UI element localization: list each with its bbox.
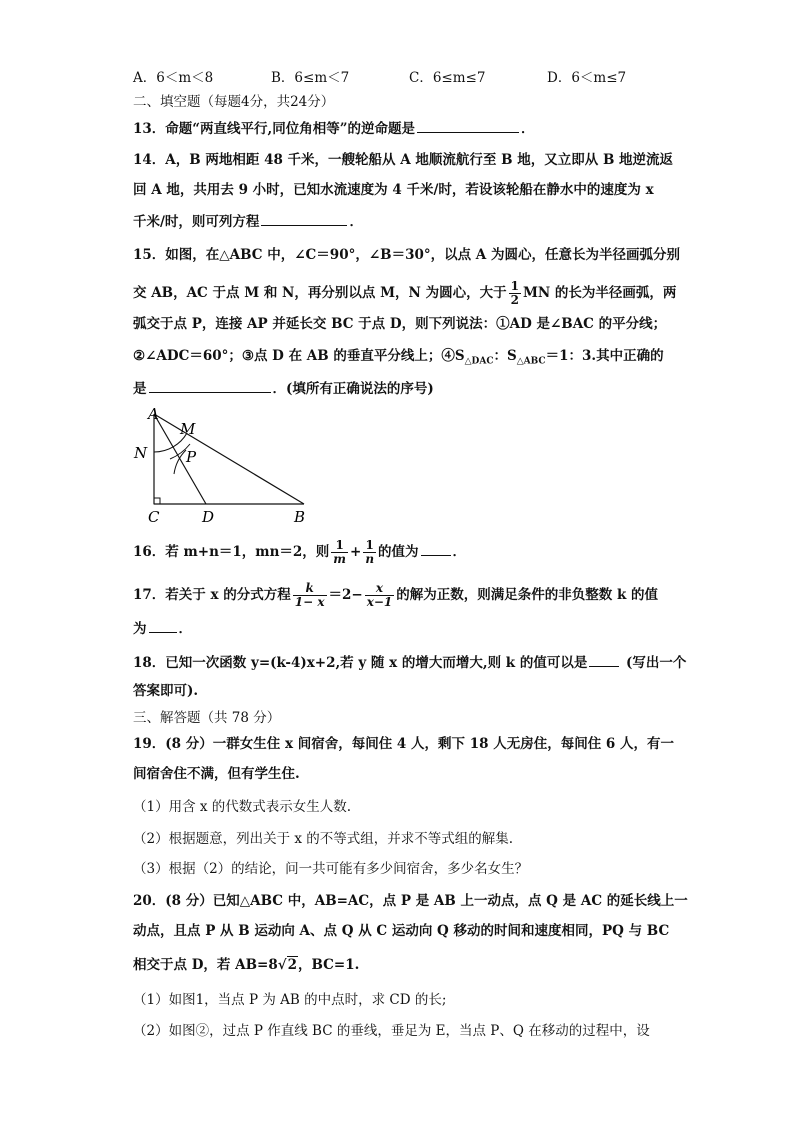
q14-text: 千米/时，则可列方程 xyxy=(133,214,260,230)
q20-l3a: 相交于点 D，若 AB= xyxy=(133,957,269,973)
q15-blank[interactable] xyxy=(149,378,271,393)
q19-line-2: 间宿舍住不满，但有学生住. xyxy=(133,766,300,782)
q20-sub-2: （2）如图②，过点 P 作直线 BC 的垂线，垂足为 E，当点 P、Q 在移动的过程中，设 xyxy=(133,1023,650,1039)
q15-line-4 xyxy=(133,346,668,372)
half-den: 2 xyxy=(510,293,519,307)
q15-sub-dac: △DAC xyxy=(464,356,494,367)
q15-l4b: ：S xyxy=(493,348,517,364)
q14-line-3 xyxy=(133,211,668,232)
label-c: C xyxy=(148,508,160,526)
q16-end: ． xyxy=(452,544,467,560)
half-num: 1 xyxy=(510,279,519,293)
q14-line-1: 14．A，B 两地相距 48 千米，一艘轮船从 A 地顺流航行至 B 地，又立即从 B 地逆流返 xyxy=(133,152,674,168)
q17-frac-2 xyxy=(365,582,395,609)
q17-blank[interactable] xyxy=(149,618,177,633)
q14-line-2: 回 A 地，共用去 9 小时，已知水流速度为 4 千米/时，若设该轮船在静水中的速度为 x xyxy=(133,182,654,198)
q15-line-3: 弧交于点 P，连接 AP 并延长交 BC 于点 D，则下列说法：①AD 是∠BAC 的平分线； xyxy=(133,316,667,332)
q13-end: ． xyxy=(521,121,535,137)
q15-l4c: ＝1：3.其中正确的 xyxy=(545,348,664,364)
q17-f1-num: k xyxy=(293,582,327,596)
section-answer-heading: 三、解答题（共 78 分） xyxy=(133,710,281,726)
half-fraction xyxy=(509,280,521,307)
q14-blank[interactable] xyxy=(261,211,347,226)
q13-text: 13．命题“两直线平行,同位角相等”的逆命题是 xyxy=(133,121,416,137)
q20-line-2: 动点，且点 P 从 B 运动向 A、点 Q 从 C 运动向 Q 移动的时间和速度相同，PQ 与 BC xyxy=(133,923,670,939)
triangle-figure xyxy=(130,404,315,526)
q20-line-1: 20．(8 分）已知△ABC 中，AB=AC，点 P 是 AB 上一动点，点 Q 是 AC 的延长线上一 xyxy=(133,893,688,909)
q20-coef: 8 xyxy=(268,957,278,973)
q13-blank[interactable] xyxy=(417,118,519,133)
q17-line-2 xyxy=(133,618,668,639)
q17-f2-num: x xyxy=(365,582,395,596)
q17-text: 17．若关于 x 的分式方程 xyxy=(133,587,291,603)
q19-sub-2: （2）根据题意，列出关于 x 的不等式组，并求不等式组的解集. xyxy=(133,831,514,847)
q16-f2-den: n xyxy=(365,552,375,566)
q16-frac-2 xyxy=(363,539,376,566)
q20-sub-1: （1）如图1，当点 P 为 AB 的中点时，求 CD 的长; xyxy=(133,992,447,1008)
q16-f1-den: m xyxy=(333,552,346,566)
q20-radicand: 2 xyxy=(287,957,297,973)
q19-sub-1: （1）用含 x 的代数式表示女生人数. xyxy=(133,799,352,815)
choice-d: D．6＜m≤7 xyxy=(547,70,627,86)
q16-f1-num: 1 xyxy=(331,539,348,553)
question-13 xyxy=(133,118,668,139)
question-16 xyxy=(133,539,668,566)
q16-post: 的值为 xyxy=(378,544,419,560)
q17-end: ． xyxy=(178,621,192,637)
q15-line-1: 15．如图，在△ABC 中，∠C＝90°，∠B＝30°，以点 A 为圆心，任意长为半径画弧分别 xyxy=(133,247,680,263)
label-b: B xyxy=(294,508,306,526)
choice-a: A．6＜m＜8 xyxy=(133,70,214,86)
q15-line-2 xyxy=(133,279,677,307)
q16-text: 16．若 m+n＝1，mn＝2，则 xyxy=(133,544,330,560)
q15-l4a: ②∠ADC＝60°；③点 D 在 AB 的垂直平分线上；④S xyxy=(133,348,465,364)
choice-c: C．6≤m≤7 xyxy=(409,70,486,86)
q15-l5b: ．(填所有正确说法的序号) xyxy=(272,381,434,397)
q15-sub-abc: △ABC xyxy=(516,356,546,367)
choice-b: B．6≤m＜7 xyxy=(271,70,350,86)
q18-text: 18．已知一次函数 y=(k-4)x+2,若 y 随 x 的增大而增大,则 k 的值可以是 xyxy=(133,655,588,671)
q14-end: ． xyxy=(349,214,363,230)
label-d: D xyxy=(202,508,215,526)
label-m: M xyxy=(180,420,196,438)
q17-frac-1 xyxy=(293,582,327,609)
q20-line-3 xyxy=(133,955,668,975)
q15-l2a: 交 AB，AC 于点 M 和 N，再分别以点 M，N 为圆心，大于 xyxy=(133,285,507,301)
q15-l2b: MN 的长为半径画弧，两 xyxy=(522,285,677,301)
q17-f1-den: 1− x xyxy=(294,595,325,609)
section-fill-blank-heading: 二、填空题（每题4分，共24分） xyxy=(133,94,335,110)
q17-mid: ＝2− xyxy=(328,587,363,603)
q16-f2-num: 1 xyxy=(363,539,376,553)
question-17 xyxy=(133,582,668,609)
label-p: P xyxy=(186,448,197,466)
q19-line-1: 19．(8 分）一群女生住 x 间宿舍，每间住 4 人，剩下 18 人无房住，每间住 6 人，有一 xyxy=(133,736,674,752)
label-n: N xyxy=(134,444,148,462)
q17-post: 的解为正数，则满足条件的非负整数 k 的值 xyxy=(396,587,659,603)
q15-l5a: 是 xyxy=(133,381,147,397)
q19-sub-3: （3）根据（2）的结论，问一共可能有多少间宿舍，多少名女生？ xyxy=(133,861,529,877)
q17-f2-den: x−1 xyxy=(366,595,393,609)
q16-blank[interactable] xyxy=(421,541,451,556)
q20-l3b: ，BC=1. xyxy=(298,957,360,973)
q17-l2: 为 xyxy=(133,621,147,637)
q16-plus: + xyxy=(350,544,362,560)
q18-line-2: 答案即可). xyxy=(133,683,199,699)
q15-line-5 xyxy=(133,378,668,399)
q16-frac-1 xyxy=(331,539,348,566)
label-a: A xyxy=(148,405,159,423)
q18-line-1 xyxy=(133,652,687,673)
q18-post: (写出一个 xyxy=(621,655,687,671)
sqrt-sign: √ xyxy=(277,957,287,973)
q18-blank[interactable] xyxy=(589,652,619,667)
